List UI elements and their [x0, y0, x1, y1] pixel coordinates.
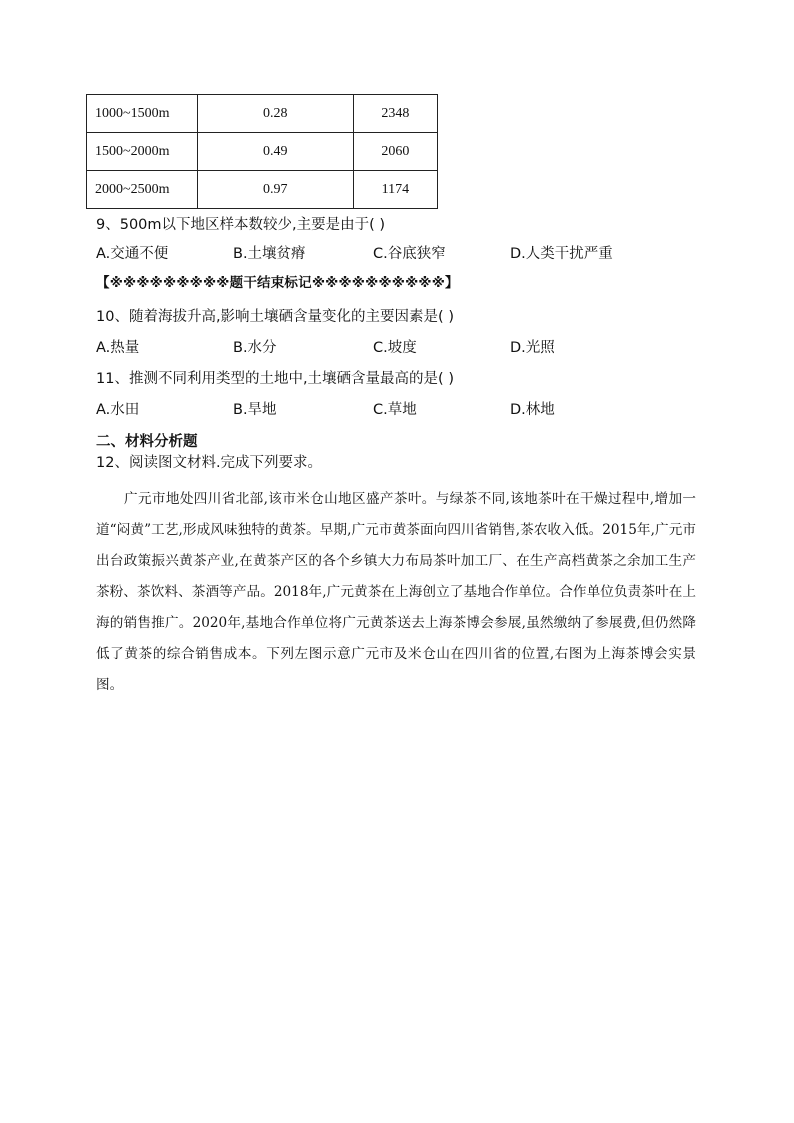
table-cell-selenium: 0.97	[197, 171, 353, 209]
question-10-option-a[interactable]: A.热量	[96, 340, 140, 356]
table-cell-samples: 2348	[353, 95, 437, 133]
question-10-options	[96, 338, 656, 358]
question-9-option-d[interactable]: D.人类干扰严重	[510, 246, 613, 262]
question-10-option-c[interactable]: C.坡度	[373, 340, 417, 356]
question-11-option-d[interactable]: D.林地	[510, 402, 555, 418]
question-11-option-a[interactable]: A.水田	[96, 402, 140, 418]
table-cell-samples: 1174	[353, 171, 437, 209]
table-row	[87, 171, 438, 209]
question-12-stem: 12、阅读图文材料.完成下列要求。	[96, 455, 323, 471]
table-row	[87, 133, 438, 171]
question-10-option-b[interactable]: B.水分	[233, 340, 277, 356]
table-cell-samples: 2060	[353, 133, 437, 171]
question-9-option-b[interactable]: B.土壤贫瘠	[233, 246, 306, 262]
question-9-option-a[interactable]: A.交通不便	[96, 246, 169, 262]
question-9-option-c[interactable]: C.谷底狭窄	[373, 246, 446, 262]
question-11-option-b[interactable]: B.旱地	[233, 402, 277, 418]
question-11-option-c[interactable]: C.草地	[373, 402, 417, 418]
question-10-stem: 10、随着海拔升高,影响土壤硒含量变化的主要因素是( )	[96, 309, 454, 325]
question-11-stem: 11、推测不同利用类型的土地中,土壤硒含量最高的是( )	[96, 371, 454, 387]
stem-end-marker: 【※※※※※※※※※题干结束标记※※※※※※※※※※】	[96, 275, 459, 291]
table-cell-selenium: 0.49	[197, 133, 353, 171]
altitude-selenium-table	[86, 94, 438, 209]
question-10-option-d[interactable]: D.光照	[510, 340, 555, 356]
section-title-material-analysis: 二、材料分析题	[96, 434, 198, 450]
table-cell-selenium: 0.28	[197, 95, 353, 133]
table-cell-altitude: 1000~1500m	[87, 95, 198, 133]
question-12-passage: 广元市地处四川省北部,该市米仓山地区盛产茶叶。与绿茶不同,该地茶叶在干燥过程中,增加一道“闷黄”工艺,形成风味独特的黄茶。早期,广元市黄茶面向四川省销售,茶农收入低。2015年,广元市出台政策振兴黄茶产业,在黄茶产区的各个乡镇大力布局茶叶加工厂、在生产高档黄茶之余加工生产茶粉、茶饮料、茶酒等产品。2018年,广元黄茶在上海创立了基地合作单位。合作单位负责茶叶在上海的销售推广。2020年,基地合作单位将广元黄茶送去上海茶博会参展,虽然缴纳了参展费,但仍然降低了黄茶的综合销售成本。下列左图示意广元市及米仓山在四川省的位置,右图为上海茶博会实景图。	[96, 491, 696, 693]
table-row	[87, 95, 438, 133]
question-11-options	[96, 400, 656, 420]
question-9-stem: 9、500m以下地区样本数较少,主要是由于( )	[96, 217, 386, 233]
question-9-options	[96, 244, 656, 264]
table-cell-altitude: 2000~2500m	[87, 171, 198, 209]
table-cell-altitude: 1500~2000m	[87, 133, 198, 171]
